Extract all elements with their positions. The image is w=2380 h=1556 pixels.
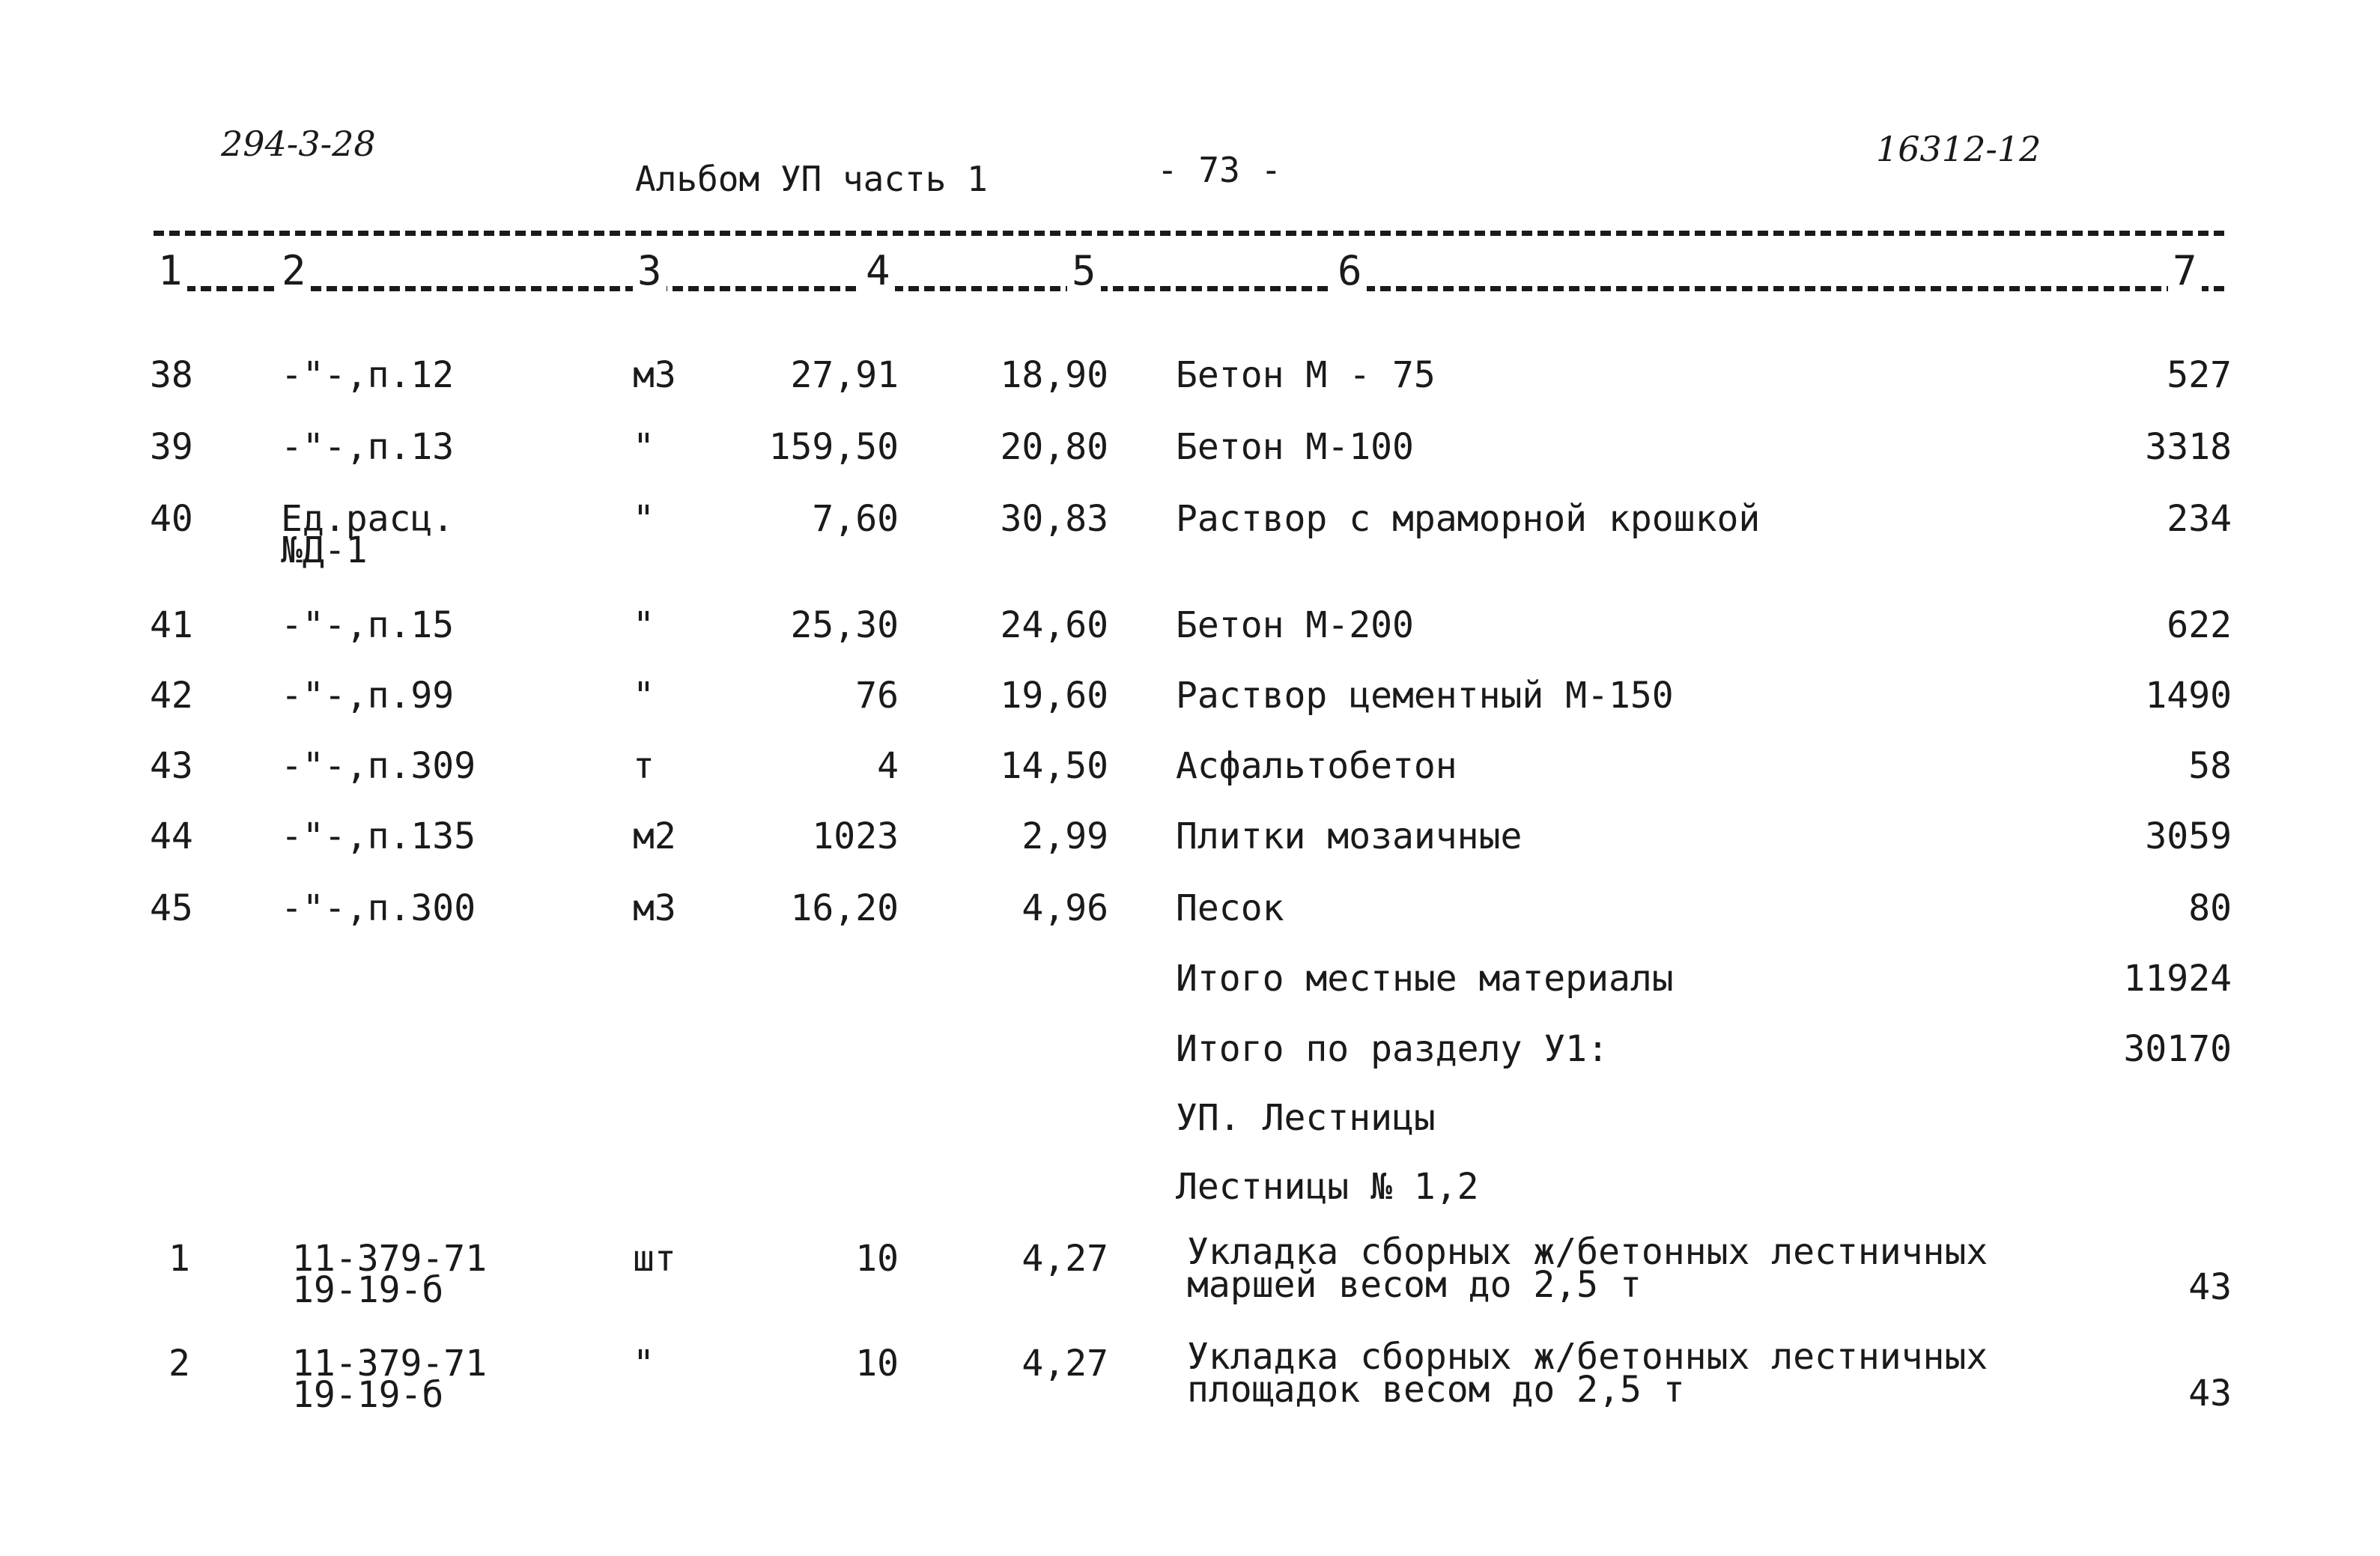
unit: м3 — [633, 354, 676, 396]
quantity: 27,91 — [790, 354, 899, 396]
unit: " — [633, 498, 655, 540]
row-total: 3318 — [2145, 426, 2232, 468]
work-description: Укладка сборных ж/бетонных лестничных — [1187, 1336, 1988, 1378]
unit-price: 24,60 — [1000, 604, 1108, 646]
unit-price: 2,99 — [1021, 815, 1108, 857]
unit: " — [633, 426, 655, 468]
unit-price: 20,80 — [1000, 426, 1108, 468]
material-description: Раствор цементный М-150 — [1176, 675, 1674, 717]
material-description: Асфальтобетон — [1176, 745, 1457, 787]
work-description: Укладка сборных ж/бетонных лестничных — [1187, 1231, 1988, 1273]
row-number: 42 — [150, 675, 193, 717]
rate-reference-line-2: №Д-1 — [281, 529, 368, 571]
local-materials-total: 11924 — [2123, 958, 2232, 1000]
archive-number: 16312-12 — [1876, 129, 2041, 169]
header-divider-top — [154, 231, 2224, 236]
column-number: 1 — [154, 247, 187, 294]
rate-reference: 11-379-71 — [292, 1238, 488, 1280]
unit: шт — [633, 1238, 676, 1280]
unit: " — [633, 604, 655, 646]
material-description: Бетон М - 75 — [1176, 354, 1436, 396]
section-heading: УП. Лестницы — [1176, 1097, 1436, 1139]
row-number: 43 — [150, 745, 193, 787]
unit: м3 — [633, 887, 676, 929]
row-total: 234 — [2167, 498, 2232, 540]
quantity: 10 — [855, 1343, 899, 1385]
row-number: 40 — [150, 498, 193, 540]
unit-price: 18,90 — [1000, 354, 1108, 396]
album-title: Альбом УП часть 1 — [635, 159, 988, 199]
unit: м2 — [633, 815, 676, 857]
row-total: 43 — [2188, 1373, 2232, 1414]
row-number: 44 — [150, 815, 193, 857]
quantity: 10 — [855, 1238, 899, 1280]
quantity: 4 — [877, 745, 899, 787]
row-total: 80 — [2188, 887, 2232, 929]
column-number: 7 — [2168, 247, 2202, 294]
row-total: 1490 — [2145, 675, 2232, 717]
row-total: 622 — [2167, 604, 2232, 646]
rate-reference: -"-,п.15 — [281, 604, 455, 646]
row-number: 45 — [150, 887, 193, 929]
document-code: 294-3-28 — [221, 124, 376, 164]
material-description: Бетон М-100 — [1176, 426, 1414, 468]
quantity: 76 — [855, 675, 899, 717]
header-divider-bottom — [154, 286, 2224, 291]
row-number: 1 — [169, 1238, 190, 1280]
material-description: Бетон М-200 — [1176, 604, 1414, 646]
rate-reference: -"-,п.300 — [281, 887, 476, 929]
row-total: 43 — [2188, 1266, 2232, 1308]
material-description: Раствор с мраморной крошкой — [1176, 498, 1761, 540]
section-total-label: Итого по разделу У1: — [1176, 1028, 1609, 1070]
rate-reference: -"-,п.12 — [281, 354, 455, 396]
work-description-line-2: площадок весом до 2,5 т — [1187, 1369, 1685, 1411]
row-total: 58 — [2188, 745, 2232, 787]
page-number: - 73 - — [1157, 150, 1282, 190]
column-number: 6 — [1333, 247, 1367, 294]
quantity: 159,50 — [768, 426, 899, 468]
rate-reference: 11-379-71 — [292, 1343, 488, 1385]
subsection-heading: Лестницы № 1,2 — [1176, 1166, 1479, 1208]
quantity: 7,60 — [812, 498, 899, 540]
row-number: 2 — [169, 1343, 190, 1385]
quantity: 1023 — [812, 815, 899, 857]
column-number: 4 — [861, 247, 895, 294]
rate-reference: -"-,п.135 — [281, 815, 476, 857]
material-description: Песок — [1176, 887, 1284, 929]
column-number: 3 — [633, 247, 667, 294]
unit: т — [633, 745, 655, 787]
row-number: 41 — [150, 604, 193, 646]
rate-reference: Ед.расц. — [281, 498, 455, 540]
unit-price: 4,27 — [1021, 1238, 1108, 1280]
unit-price: 30,83 — [1000, 498, 1108, 540]
quantity: 25,30 — [790, 604, 899, 646]
column-number: 5 — [1067, 247, 1101, 294]
rate-reference: -"-,п.99 — [281, 675, 455, 717]
column-number: 2 — [277, 247, 311, 294]
row-number: 38 — [150, 354, 193, 396]
quantity: 16,20 — [790, 887, 899, 929]
rate-reference: -"-,п.13 — [281, 426, 455, 468]
row-total: 3059 — [2145, 815, 2232, 857]
unit-price: 4,27 — [1021, 1343, 1108, 1385]
unit-price: 4,96 — [1021, 887, 1108, 929]
rate-reference: -"-,п.309 — [281, 745, 476, 787]
work-description-line-2: маршей весом до 2,5 т — [1187, 1264, 1642, 1306]
material-description: Плитки мозаичные — [1176, 815, 1523, 857]
unit: " — [633, 675, 655, 717]
row-total: 527 — [2167, 354, 2232, 396]
rate-reference-line-2: 19-19-б — [292, 1269, 444, 1311]
unit-price: 14,50 — [1000, 745, 1108, 787]
rate-reference-line-2: 19-19-б — [292, 1374, 444, 1416]
local-materials-total-label: Итого местные материалы — [1176, 958, 1674, 1000]
unit: " — [633, 1343, 655, 1385]
section-total: 30170 — [2123, 1028, 2232, 1070]
row-number: 39 — [150, 426, 193, 468]
unit-price: 19,60 — [1000, 675, 1108, 717]
